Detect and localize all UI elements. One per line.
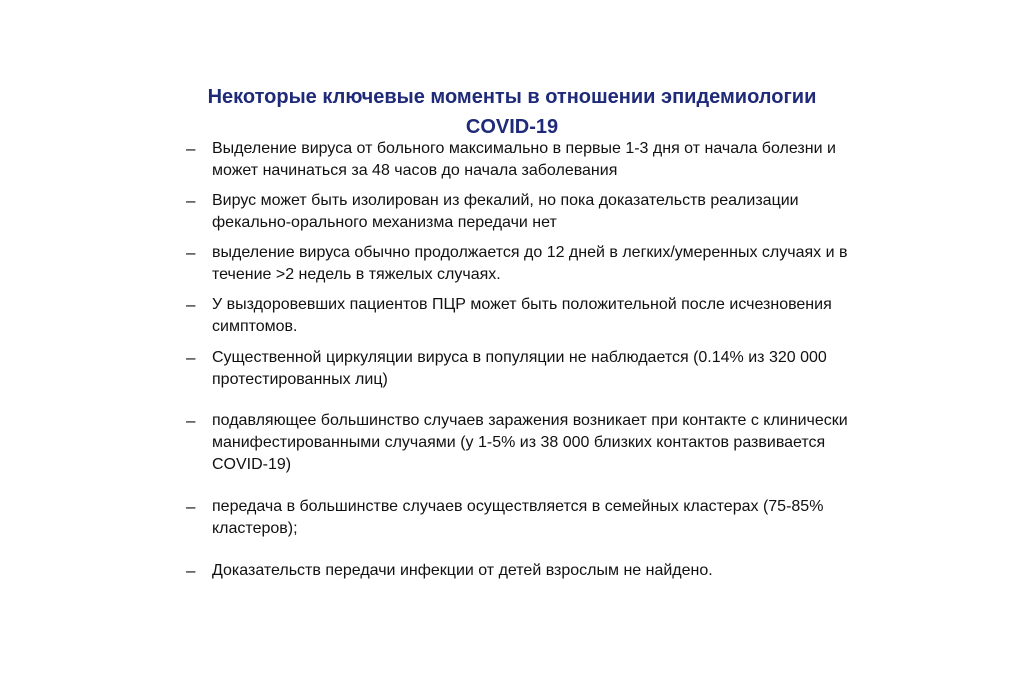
- bullet-dash: –: [186, 295, 196, 314]
- bullet-text: подавляющее большинство случаев заражения возникает при контакте с клинически манифестированными случаями (у 1-5% из 38 000 близких контактов развивается COVID-19): [212, 412, 848, 473]
- bullet-dash: –: [186, 139, 196, 158]
- bullet-item: [186, 294, 866, 338]
- bullet-dash: –: [186, 191, 196, 210]
- bullet-text: Вирус может быть изолирован из фекалий, но пока доказательств реализации фекально-орального механизма передачи нет: [212, 192, 799, 231]
- bullet-item: [186, 190, 866, 234]
- slide-title: [150, 82, 874, 142]
- bullet-item: [186, 560, 866, 582]
- bullet-dash: –: [186, 243, 196, 262]
- bullet-text: Существенной циркуляции вируса в популяции не наблюдается (0.14% из 320 000 протестированных лиц): [212, 349, 827, 388]
- bullet-text: Выделение вируса от больного максимально в первые 1-3 дня от начала болезни и может начинаться за 48 часов до начала заболевания: [212, 140, 836, 179]
- bullet-item: [186, 496, 866, 540]
- bullet-item: [186, 347, 866, 391]
- bullet-dash: –: [186, 348, 196, 367]
- bullet-text: выделение вируса обычно продолжается до 12 дней в легких/умеренных случаях и в течение >2 недель в тяжелых случаях.: [212, 244, 848, 283]
- bullet-dash: –: [186, 497, 196, 516]
- title-line-1: Некоторые ключевые моменты в отношении эпидемиологии: [207, 86, 817, 108]
- bullet-item: [186, 242, 866, 286]
- bullet-text: передача в большинстве случаев осуществляется в семейных кластерах (75-85% кластеров);: [212, 498, 824, 537]
- bullet-text: Доказательств передачи инфекции от детей взрослым не найдено.: [212, 562, 713, 579]
- bullet-dash: –: [186, 411, 196, 430]
- title-line-2: COVID-19: [465, 116, 559, 138]
- bullet-text: У выздоровевших пациентов ПЦР может быть положительной после исчезновения симптомов.: [212, 296, 832, 335]
- bullet-dash: –: [186, 561, 196, 580]
- bullet-item: [186, 410, 866, 476]
- bullet-item: [186, 138, 866, 182]
